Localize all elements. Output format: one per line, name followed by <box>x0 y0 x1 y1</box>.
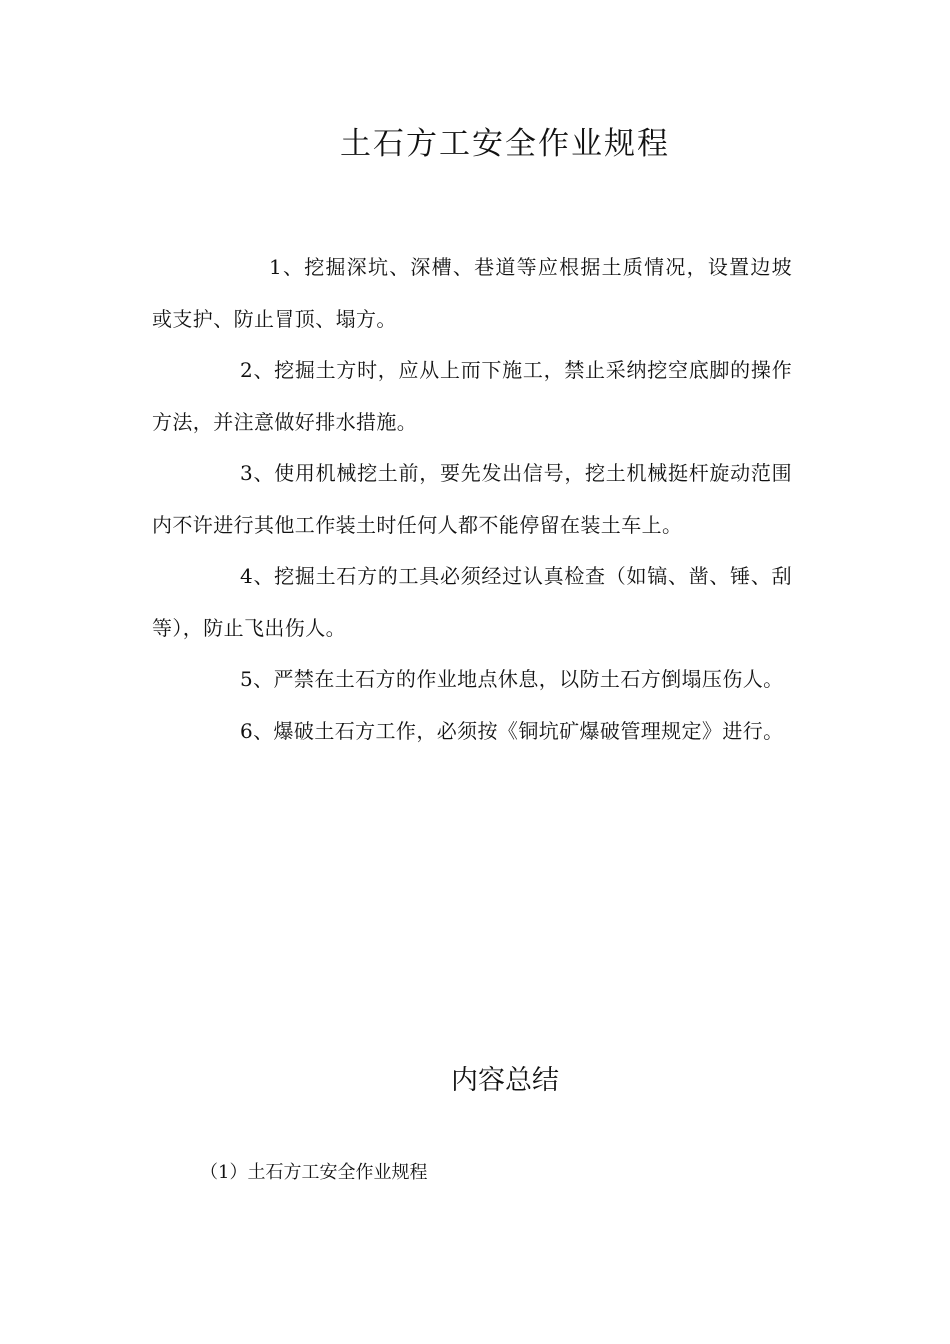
summary-title: 内容总结 <box>451 1065 559 1096</box>
paragraph-rule-5: 5、严禁在土石方的作业地点休息，以防土石方倒塌压伤人。 <box>240 667 784 691</box>
paragraph-rule-3: 3、使用机械挖土前，要先发出信号，挖土机械挺杆旋动范围内不许进行其他工作装土时任何人都不能停留在装土车上。 <box>152 461 792 537</box>
paragraph-rule-6: 6、爆破土石方工作，必须按《铜坑矿爆破管理规定》进行。 <box>240 718 784 743</box>
paragraph-rule-2: 2、挖掘土方时，应从上而下施工，禁止采纳挖空底脚的操作方法，并注意做好排水措施。 <box>152 358 792 434</box>
document-body <box>152 242 792 757</box>
paragraph-rule-1: 1、挖掘深坑、深槽、巷道等应根据土质情况，设置边坡或支护、防止冒顶、塌方。 <box>152 255 792 331</box>
document-title: 土石方工安全作业规程 <box>340 126 670 162</box>
paragraph-rule-4: 4、挖掘土石方的工具必须经过认真检查（如镐、凿、锤、刮等），防止飞出伤人。 <box>152 564 792 640</box>
summary-item: （1）土石方工安全作业规程 <box>200 1162 428 1183</box>
